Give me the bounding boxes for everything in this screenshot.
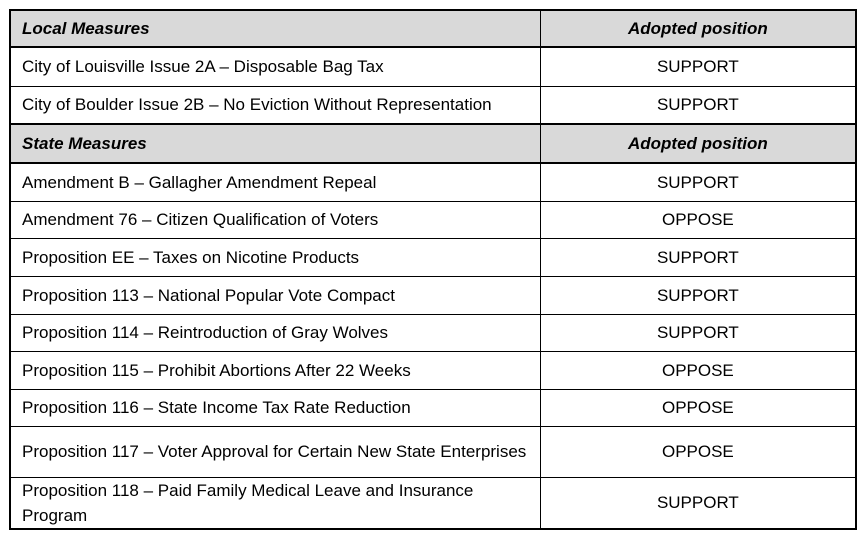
adopted-position: SUPPORT	[540, 47, 856, 86]
adopted-position: SUPPORT	[540, 276, 856, 314]
table-row	[10, 47, 856, 86]
measure-name: Proposition 116 – State Income Tax Rate Reduction	[10, 389, 540, 426]
ballot-measures-table	[9, 9, 857, 530]
table-row	[10, 201, 856, 238]
adopted-position: SUPPORT	[540, 163, 856, 201]
state-position-header: Adopted position	[540, 124, 856, 163]
table-row	[10, 276, 856, 314]
table-row	[10, 426, 856, 477]
local-position-header: Adopted position	[540, 10, 856, 47]
measure-name: Proposition 115 – Prohibit Abortions After 22 Weeks	[10, 351, 540, 389]
measure-name: Proposition 117 – Voter Approval for Certain New State Enterprises	[10, 426, 540, 477]
measure-name: Amendment 76 – Citizen Qualification of Voters	[10, 201, 540, 238]
measure-name: City of Louisville Issue 2A – Disposable Bag Tax	[10, 47, 540, 86]
adopted-position: SUPPORT	[540, 238, 856, 276]
measure-name: Proposition 118 – Paid Family Medical Leave and Insurance Program	[10, 477, 540, 529]
adopted-position: OPPOSE	[540, 351, 856, 389]
state-measures-header: State Measures	[10, 124, 540, 163]
table-row	[10, 351, 856, 389]
table-row	[10, 477, 856, 529]
table-row	[10, 163, 856, 201]
adopted-position: SUPPORT	[540, 477, 856, 529]
measure-name: Proposition EE – Taxes on Nicotine Products	[10, 238, 540, 276]
adopted-position: OPPOSE	[540, 389, 856, 426]
adopted-position: SUPPORT	[540, 86, 856, 124]
measure-name: Proposition 114 – Reintroduction of Gray Wolves	[10, 314, 540, 351]
adopted-position: OPPOSE	[540, 426, 856, 477]
adopted-position: OPPOSE	[540, 201, 856, 238]
table-row	[10, 389, 856, 426]
measure-name: City of Boulder Issue 2B – No Eviction Without Representation	[10, 86, 540, 124]
state-measures-header-row	[10, 124, 856, 163]
adopted-position: SUPPORT	[540, 314, 856, 351]
table-row	[10, 86, 856, 124]
measure-name: Proposition 113 – National Popular Vote Compact	[10, 276, 540, 314]
table-row	[10, 238, 856, 276]
table-row	[10, 314, 856, 351]
measure-name: Amendment B – Gallagher Amendment Repeal	[10, 163, 540, 201]
local-measures-header: Local Measures	[10, 10, 540, 47]
local-measures-header-row	[10, 10, 856, 47]
